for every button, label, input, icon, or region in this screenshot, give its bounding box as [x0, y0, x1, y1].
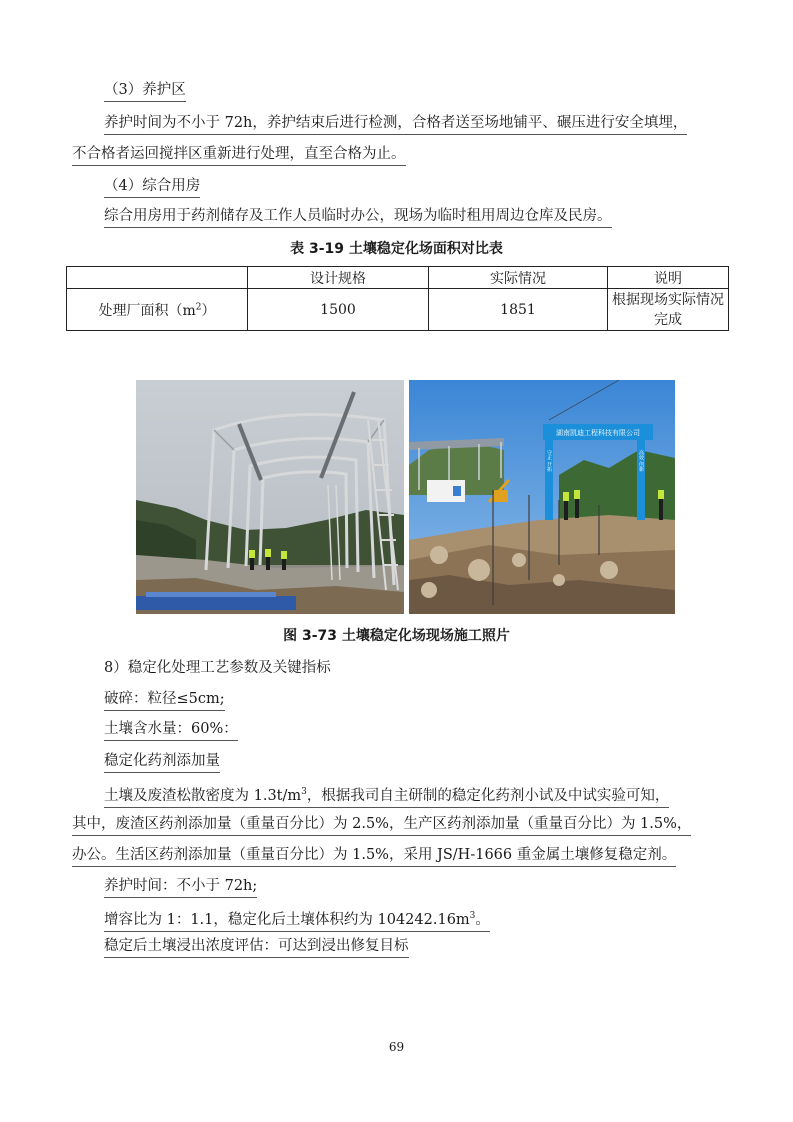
cure-param: 养护时间：不小于 72h;	[104, 875, 257, 898]
dose-text-line3: 办公。生活区药剂添加量（重量百分比）为 1.5%，采用 JS/H-1666 重金属土壤修复稳定剂。	[72, 844, 676, 867]
ratio-sup: 3	[469, 911, 476, 921]
density-sup: 3	[301, 787, 307, 797]
dose-text-line1	[104, 781, 669, 808]
header-cell-design: 设计规格	[248, 267, 429, 289]
table-row	[67, 289, 729, 331]
moisture-param: 土壤含水量：60%：	[104, 718, 238, 741]
leach-param: 稳定后土壤浸出浓度评估：可达到浸出修复目标	[104, 935, 409, 958]
note-line2: 完成	[654, 311, 682, 328]
office-text: 综合用房用于药剂储存及工作人员临时办公，现场为临时租用周边仓库及民房。	[104, 205, 612, 228]
photo-steel-frame-construction	[136, 380, 404, 614]
row-label-sup: 2	[195, 301, 202, 312]
heading-office-building: （4）综合用房	[104, 175, 200, 198]
site-gate-illustration	[409, 380, 675, 614]
row-label: 处理厂面积（m	[98, 302, 196, 319]
row-label-cell	[67, 289, 248, 331]
table-header-row	[67, 267, 729, 289]
design-value-cell: 1500	[248, 289, 429, 331]
actual-value-cell: 1851	[429, 289, 608, 331]
density-text-b: ，根据我司自主研制的稳定化药剂小试及中试实验可知，	[306, 787, 670, 804]
curing-text-line1: 养护时间为不小于 72h，养护结束后进行检测，合格者送至场地铺平、碾压进行安全填埋，	[104, 112, 687, 135]
note-cell	[608, 289, 729, 331]
curing-text-line2: 不合格者运回搅拌区重新进行处理，直至合格为止。	[72, 143, 406, 166]
dose-text-line2: 其中，废渣区药剂添加量（重量百分比）为 2.5%，生产区药剂添加量（重量百分比）为 1.5%，	[72, 813, 691, 836]
ratio-text-b: 。	[475, 911, 490, 928]
ratio-text-a: 增容比为 1：1.1，稳定化后土壤体积约为 104242.16m	[104, 911, 470, 928]
header-cell-note: 说明	[608, 267, 729, 289]
header-cell-empty	[67, 267, 248, 289]
density-text-a: 土壤及废渣松散密度为 1.3t/m	[104, 787, 302, 804]
heading-curing-area: （3）养护区	[104, 79, 186, 102]
gate-left-text: 守正 开拓	[546, 450, 552, 472]
photo-site-gate	[409, 380, 675, 614]
dose-title: 稳定化药剂添加量	[104, 750, 220, 773]
steel-frame-illustration	[136, 380, 404, 614]
page-number: 69	[388, 1040, 405, 1054]
section8-title: 8）稳定化处理工艺参数及关键指标	[104, 660, 331, 676]
header-cell-actual: 实际情况	[429, 267, 608, 289]
note-line1: 根据现场实际情况	[612, 291, 724, 308]
area-comparison-table	[66, 266, 729, 331]
table-caption: 表 3-19 土壤稳定化场面积对比表	[290, 241, 503, 257]
row-label-tail: ）	[201, 302, 216, 319]
gate-sign-text: 湖南凯迪工程科技有限公司	[556, 429, 640, 437]
gate-right-text: 高效 创新	[638, 450, 644, 472]
figure-caption: 图 3-73 土壤稳定化场现场施工照片	[283, 628, 510, 644]
crush-param: 破碎：粒径≤5cm;	[104, 688, 225, 711]
ratio-param	[104, 905, 490, 932]
